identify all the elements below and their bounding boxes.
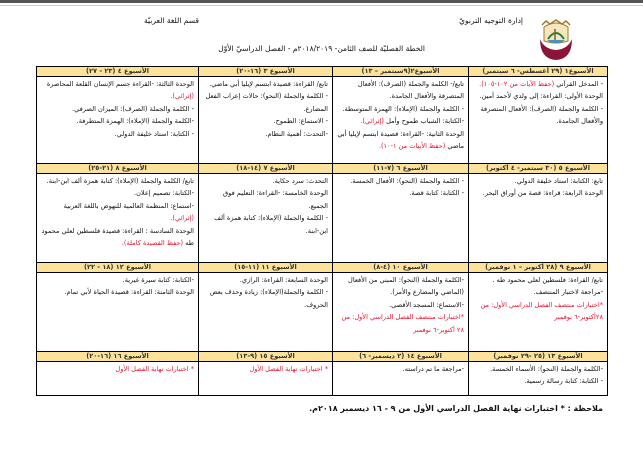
- plan-line: [473, 187, 603, 199]
- plan-line: [203, 274, 328, 286]
- plan-line: [41, 78, 194, 103]
- plan-line: [203, 212, 328, 237]
- highlighted-text: (حفظ الآيات من ١٠٢-١٠٥).: [479, 80, 555, 88]
- plan-line: [337, 103, 464, 115]
- plan-line: [203, 128, 328, 140]
- week-header: الأسبوع ١١ (١١-١٥): [199, 263, 333, 273]
- plan-text: - الكتابة: كتابة رسالة رسمية.: [524, 377, 603, 386]
- weekly-plan-table: [36, 66, 608, 396]
- plan-line: [41, 200, 194, 225]
- plan-text: -الكلمة والجملة (النحو): المبني من الأفعال (الماضي والمضارع والأمر).: [348, 276, 464, 297]
- plan-text: -الكتابة: كتابة سيرة غيرية.: [122, 276, 194, 284]
- highlighted-text: (إثرائي).: [170, 214, 194, 223]
- plan-line: [41, 225, 194, 250]
- week-header: الأسبوع ٨ (٢١-٢٥): [37, 164, 199, 174]
- plan-text: -التحدث: أهمية النظام.: [265, 129, 328, 138]
- footer-note: ملاحظة : * اختبارات نهاية الفصل الدراسي الأول من ٩ - ١٦ ديسمبر ٢٠١٨م.: [309, 404, 603, 413]
- plan-text: الوحدة الثانية: -القراءة: قصيدة ابتسم لإيليا أبي ماضي: [337, 129, 464, 151]
- week-header-row: [37, 164, 608, 174]
- plan-text: الوحدة الرابعة: قراءة: قصة من أوراق البحر.: [482, 189, 603, 198]
- plan-line: [337, 175, 464, 187]
- week-content-cell: [199, 362, 333, 396]
- plan-text: - الكلمة والجملة (النحو): الأفعال الخمسة.: [350, 177, 464, 185]
- week-content-cell: [199, 273, 333, 352]
- plan-text: الوحدة السابعة: القراءة: الرازي.: [239, 276, 328, 284]
- week-content-cell: [333, 273, 469, 352]
- plan-subtitle: الخطة الفصليّة للصف الثامن- ٢٠١٨/٢٠١٩م - الفصل الدراسيّ الأوّل: [218, 44, 425, 53]
- plan-line: [203, 286, 328, 311]
- week-header: الأسبوع ١٤ (٢ ديسمبر- ٦): [333, 352, 469, 362]
- plan-text: - الكلمة والجملة (الإملاء): كتابة همزة ألف ابن-ابنة.: [214, 214, 328, 235]
- highlighted-text: (إثرائي).: [170, 92, 194, 101]
- plan-text: - الكلمة والجملة (الصرف): الميزان الصرفي.: [72, 104, 194, 113]
- highlighted-text: *اختبارات منتصف الفصل الدراسي الأول: من ٢٨أكتوبر-٦ نوفمبر: [480, 300, 603, 322]
- week-content-cell: [469, 362, 608, 396]
- week-content-cell: [199, 77, 333, 164]
- plan-line: [337, 115, 464, 127]
- plan-line: [473, 363, 603, 375]
- week-header: الأسبوع ٧ (١٤-١٨): [199, 164, 333, 174]
- directorate-title: إدارة التوجيه التربويّ: [459, 16, 523, 25]
- plan-line: [337, 299, 464, 311]
- plan-text: - الكلمة والجملة(الإملاء): زيادة وحذف بعض الحروف.: [209, 288, 328, 309]
- highlighted-text: * اختبارات نهاية الفصل الأول: [115, 365, 194, 373]
- plan-text: الوحدة الثالثة: -القراءة جسم الإنسان القلعة المحاصرة: [46, 80, 194, 88]
- plan-text: - الكتابة: استاد خليفة الدولي.: [114, 129, 194, 138]
- week-content-row: [37, 174, 608, 263]
- week-content-row: [37, 273, 608, 352]
- highlighted-text: (حفظ الأبيات من ١-١٠).: [378, 142, 446, 151]
- week-header: الأسبوع ١٦ (١٦-٢٠): [37, 352, 199, 362]
- week-header: الأسبوع ١٣ (٢٥ -٢٩ نوفمبر): [469, 352, 608, 362]
- window-top-bar: [0, 0, 643, 3]
- week-content-cell: [469, 77, 608, 164]
- plan-line: [41, 128, 194, 140]
- plan-line: [41, 363, 194, 375]
- plan-line: [473, 90, 603, 102]
- plan-text: - الكلمة والجملة (الصرف): الأفعال المتصرفة والأفعال الجامدة.: [480, 104, 603, 126]
- week-header: الأسبوع ٣ (١٦-٢٠): [199, 67, 333, 77]
- plan-text: -استماع: المنظمة العالمية للنهوض باللغة العربية: [63, 201, 194, 210]
- plan-line: [41, 286, 194, 298]
- plan-line: [337, 187, 464, 199]
- week-header: الأسبوع ١٠ (٤-٨): [333, 263, 469, 273]
- week-content-cell: [333, 174, 469, 263]
- plan-line: [41, 274, 194, 286]
- ministry-emblem-logo: [538, 19, 574, 61]
- plan-text: الوحدة الخامسة: -القراءة: التعليم فوق الجميع.: [223, 189, 328, 210]
- plan-line: [41, 115, 194, 127]
- plan-text: -الكلمة والجملة (الإملاء): الهمزة المتطرفة.: [76, 117, 194, 126]
- plan-text: الوحدة السادسة : القراءة: قصيدة فلسطين لعلي محمود طه: [41, 226, 194, 248]
- plan-text: تابع: الكتابة: استاد خليفة الدولي.: [514, 177, 603, 185]
- plan-text: تابع/ القراءة: فلسطين لعلي محمود طه .: [492, 276, 603, 284]
- plan-line: [337, 128, 464, 153]
- plan-line: [203, 175, 328, 187]
- plan-text: -الاستماع: المسجد الأقصى.: [389, 300, 464, 309]
- plan-text: تابع/ الكلمة والجملة (الإملاء): كتابة همزة ألف ابن-ابنة.: [46, 177, 194, 185]
- plan-line: [473, 286, 603, 298]
- week-header-row: [37, 352, 608, 362]
- plan-text: الوحدة الأولى: القراءة: إلى ولدي لأحمد أمين.: [479, 92, 603, 101]
- week-header-row: [37, 263, 608, 273]
- plan-line: [473, 103, 603, 128]
- plan-text: -الكتابة: الشباب طموح وأمل: [383, 117, 464, 126]
- highlighted-text: * اختبارات نهاية الفصل الأول: [249, 365, 328, 373]
- plan-line: [203, 187, 328, 212]
- plan-line: [473, 175, 603, 187]
- plan-text: -مراجعة لاختبار المنتصف.: [533, 288, 603, 297]
- plan-text: -مراجعة ما تم دراسته.: [402, 365, 464, 373]
- plan-line: [41, 175, 194, 187]
- plan-text: -الكلمة والجملة (النحو): الأسماء الخمسة.: [490, 365, 603, 373]
- week-content-cell: [199, 174, 333, 263]
- week-header: الأسبوع٢(٩سبتمبر – ١٣): [333, 67, 469, 77]
- plan-line: [203, 90, 328, 115]
- plan-text: - الكلمة والجملة (الإملاء): الهمزة المتوسطة.: [342, 104, 464, 113]
- week-content-cell: [469, 273, 608, 352]
- week-header-row: [37, 67, 608, 77]
- plan-line: [41, 103, 194, 115]
- plan-text: - الكلمة والجملة (النحو): حالات إعراب الفعل المضارع.: [205, 92, 328, 113]
- plan-line: [473, 274, 603, 286]
- week-header: الأسبوع ٥ (٣٠ سبتمبر- ٤ أكتوبر): [469, 164, 608, 174]
- plan-text: تابع/- الكلمة والجملة (الصرف): الأفعال المتصرفة والأفعال الجامدة.: [357, 80, 464, 101]
- week-content-cell: [37, 174, 199, 263]
- week-header: الأسبوع ٦ (٧-١١): [333, 164, 469, 174]
- plan-text: -الكتابة: تصميم إعلان.: [133, 189, 194, 198]
- plan-text: الوحدة الثامنة: القراءة: قصيدة الحياة لأبي تمام.: [64, 288, 194, 297]
- week-header: الأسبوع١ (٢٩ أغسطس- ٦ سبتمبر): [469, 67, 608, 77]
- highlighted-text: (إثرائي).: [360, 117, 384, 126]
- plan-line: [337, 274, 464, 299]
- week-header: الأسبوع ١٢ (١٨ - ٢٢): [37, 263, 199, 273]
- plan-line: [203, 78, 328, 90]
- plan-line: [473, 78, 603, 90]
- plan-line: [473, 375, 603, 387]
- plan-line: [203, 115, 328, 127]
- plan-text: التحدث: سرد حكاية.: [272, 177, 328, 185]
- plan-text: - المدخل القرآني: [554, 80, 603, 88]
- week-content-cell: [37, 362, 199, 396]
- week-content-cell: [37, 77, 199, 164]
- department-title: قسم اللغة العربيّة: [143, 16, 199, 25]
- plan-line: [41, 187, 194, 199]
- plan-text: تابع/ القراءة: قصيدة ابتسم لإيليا أبي ماضي.: [209, 80, 328, 88]
- week-content-cell: [469, 174, 608, 263]
- plan-line: [337, 78, 464, 103]
- plan-line: [337, 363, 464, 375]
- plan-line: [337, 311, 464, 336]
- plan-text: - الاستماع: الطموح.: [273, 117, 328, 126]
- week-header: الأسبوع ٤ (٢٣ - ٢٧): [37, 67, 199, 77]
- week-content-row: [37, 362, 608, 396]
- week-content-cell: [37, 273, 199, 352]
- plan-line: [203, 363, 328, 375]
- week-header: الأسبوع ٩ (٢٨ أكتوبر – ١ نوفمبر): [469, 263, 608, 273]
- week-header: الأسبوع ١٥ (٩-١٣): [199, 352, 333, 362]
- plan-text: - الكتابة: كتابة قصة.: [409, 189, 464, 198]
- highlighted-text: (حفظ القصيدة كاملة).: [121, 239, 184, 248]
- highlighted-text: *اختبارات منتصف الفصل الدراسي الأول: من ٢٨ أكتوبر-٦ نوفمبر: [341, 313, 464, 334]
- week-content-cell: [333, 77, 469, 164]
- week-content-cell: [333, 362, 469, 396]
- plan-line: [473, 299, 603, 324]
- week-content-row: [37, 77, 608, 164]
- divider: [0, 5, 643, 6]
